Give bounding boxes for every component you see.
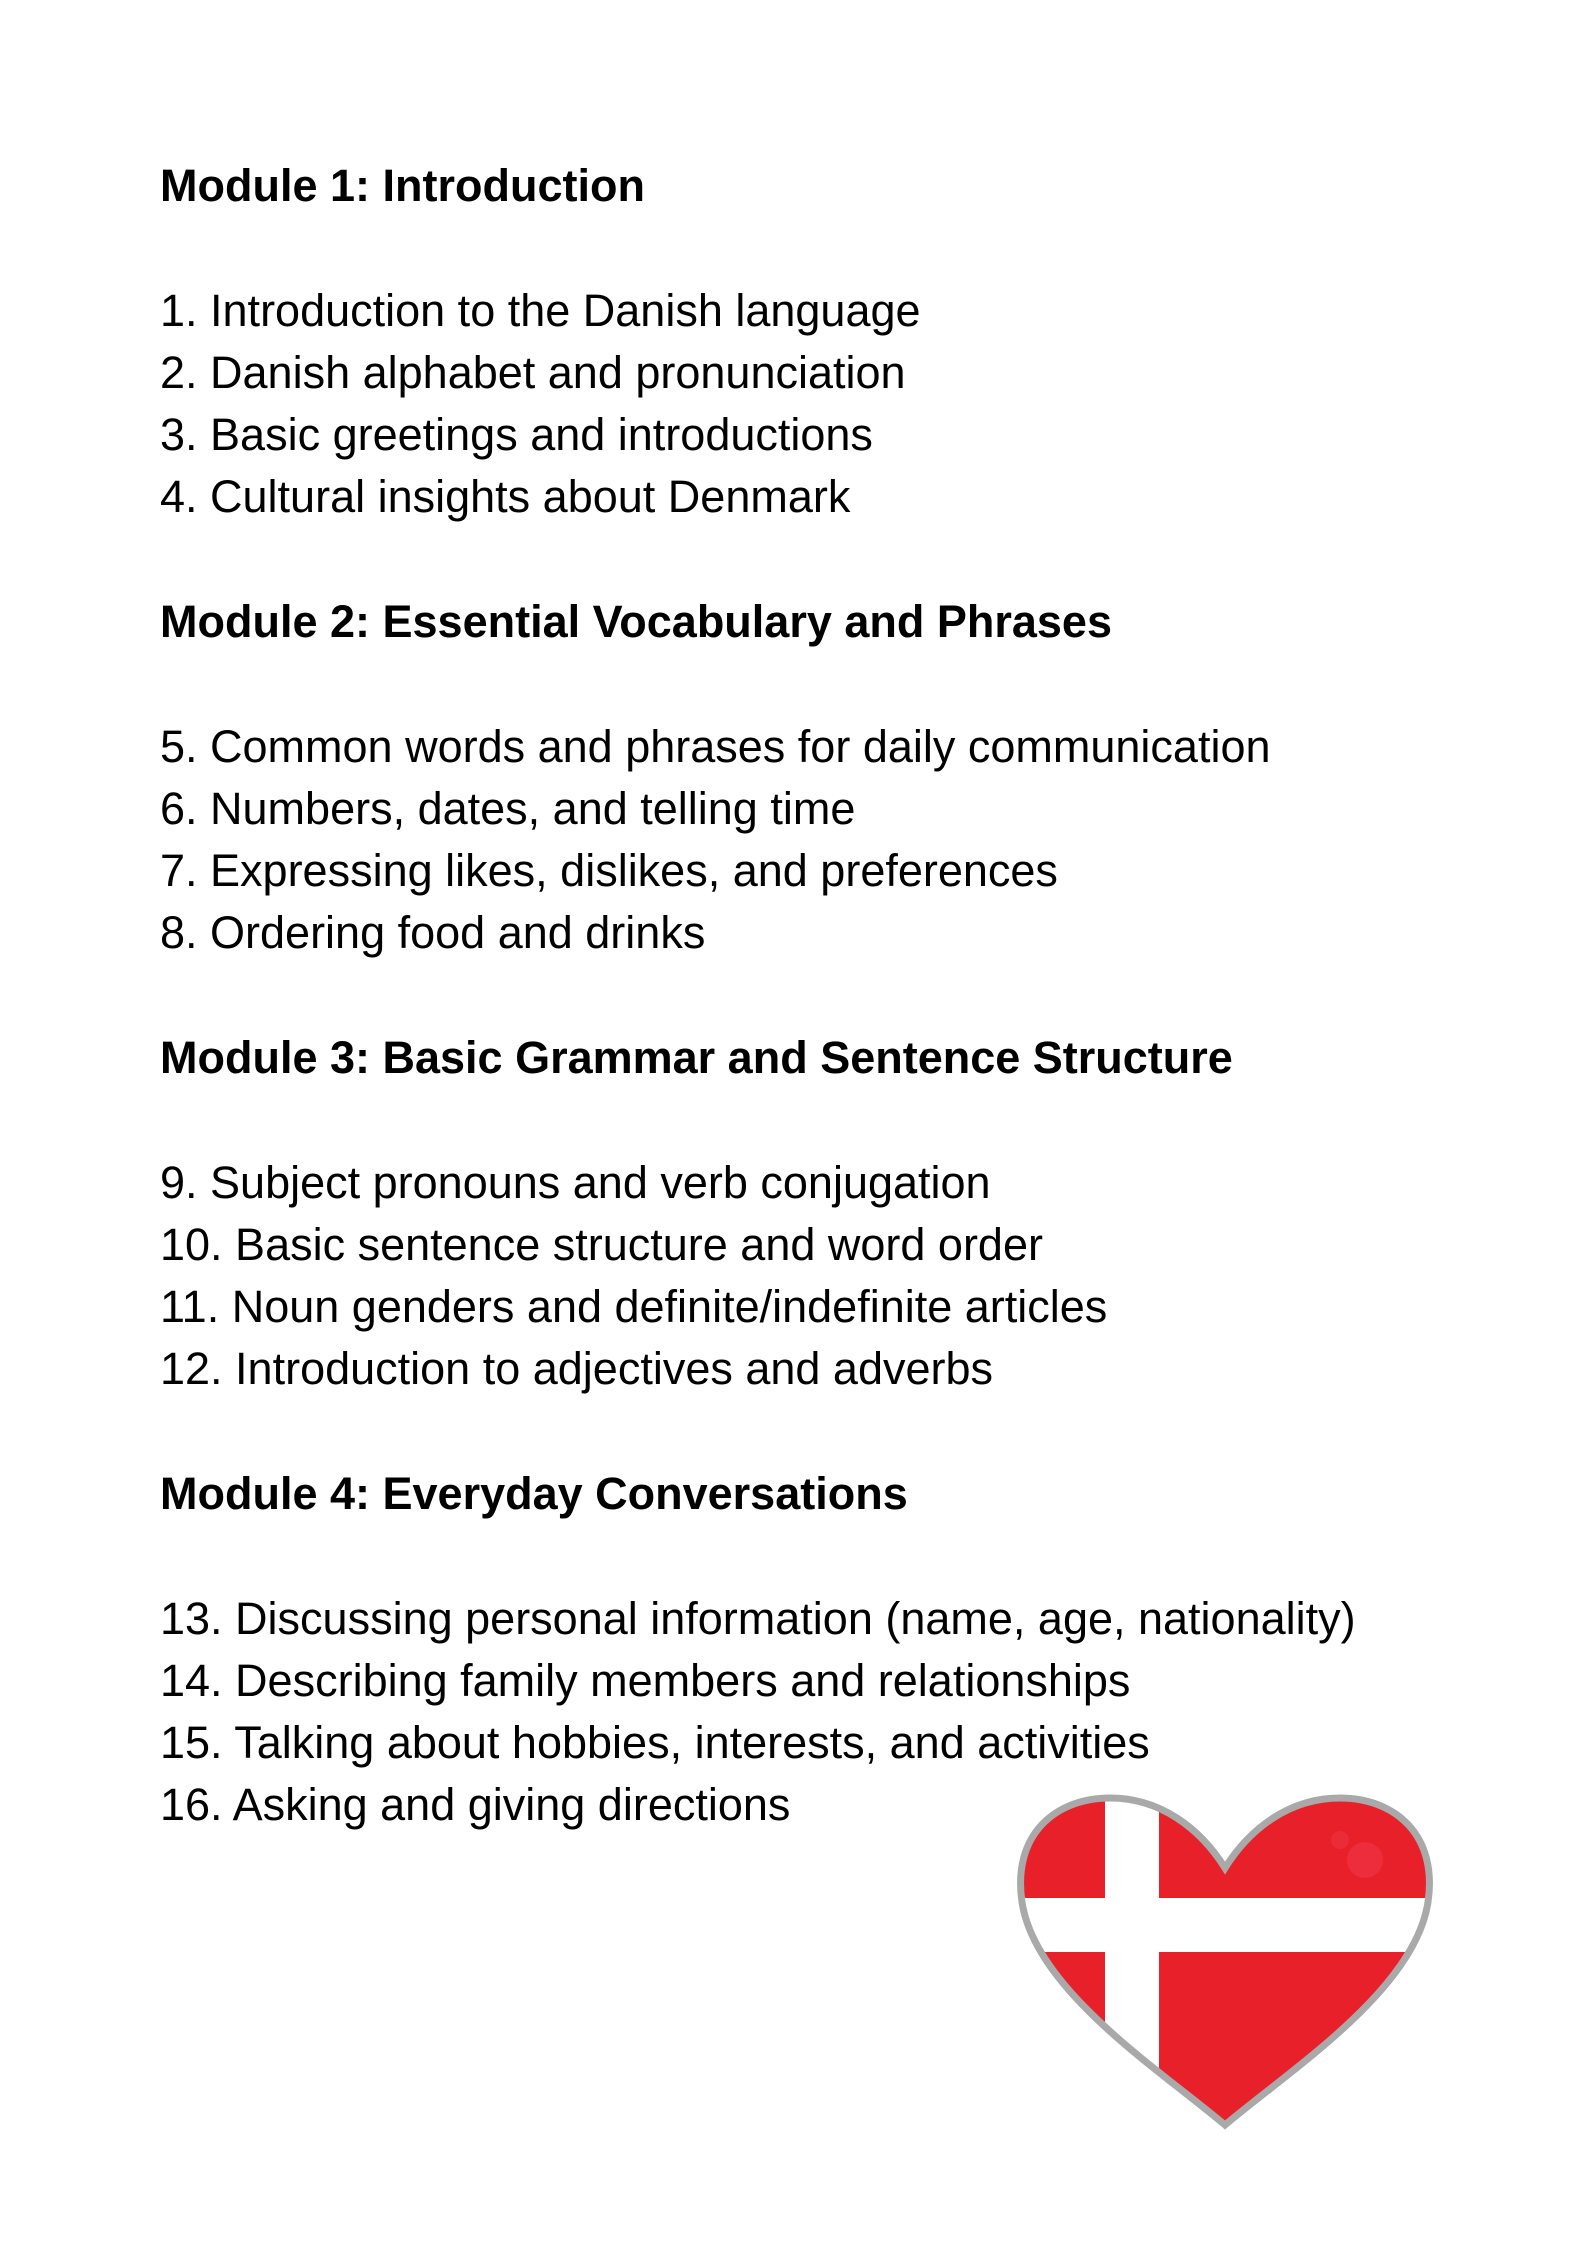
topic-list bbox=[160, 280, 1460, 528]
list-item: 16. Asking and giving directions bbox=[160, 1779, 791, 1830]
list-item: 14. Describing family members and relationships bbox=[160, 1655, 1131, 1706]
list-item: 2. Danish alphabet and pronunciation bbox=[160, 347, 906, 398]
list-item: 13. Discussing personal information (name, age, nationality) bbox=[160, 1593, 1356, 1644]
module-title: Module 1: Introduction bbox=[160, 160, 645, 211]
module-4 bbox=[160, 1464, 1460, 1836]
list-item: 6. Numbers, dates, and telling time bbox=[160, 783, 856, 834]
topic-list bbox=[160, 716, 1460, 964]
module-3 bbox=[160, 1028, 1460, 1400]
module-title: Module 4: Everyday Conversations bbox=[160, 1468, 908, 1519]
module-2 bbox=[160, 592, 1460, 964]
list-item: 8. Ordering food and drinks bbox=[160, 907, 706, 958]
list-item: 4. Cultural insights about Denmark bbox=[160, 471, 851, 522]
list-item: 9. Subject pronouns and verb conjugation bbox=[160, 1157, 991, 1208]
list-item: 10. Basic sentence structure and word order bbox=[160, 1219, 1043, 1270]
list-item: 15. Talking about hobbies, interests, and activities bbox=[160, 1717, 1150, 1768]
list-item: 1. Introduction to the Danish language bbox=[160, 285, 921, 336]
danish-flag-heart-icon bbox=[1010, 1790, 1440, 2140]
module-title: Module 3: Basic Grammar and Sentence Structure bbox=[160, 1032, 1233, 1083]
topic-list bbox=[160, 1152, 1460, 1400]
module-1 bbox=[160, 156, 1460, 528]
list-item: 11. Noun genders and definite/indefinite articles bbox=[160, 1281, 1108, 1332]
list-item: 12. Introduction to adjectives and adverbs bbox=[160, 1343, 994, 1394]
list-item: 3. Basic greetings and introductions bbox=[160, 409, 873, 460]
list-item: 7. Expressing likes, dislikes, and preferences bbox=[160, 845, 1058, 896]
module-title: Module 2: Essential Vocabulary and Phrases bbox=[160, 596, 1112, 647]
list-item: 5. Common words and phrases for daily communication bbox=[160, 721, 1271, 772]
